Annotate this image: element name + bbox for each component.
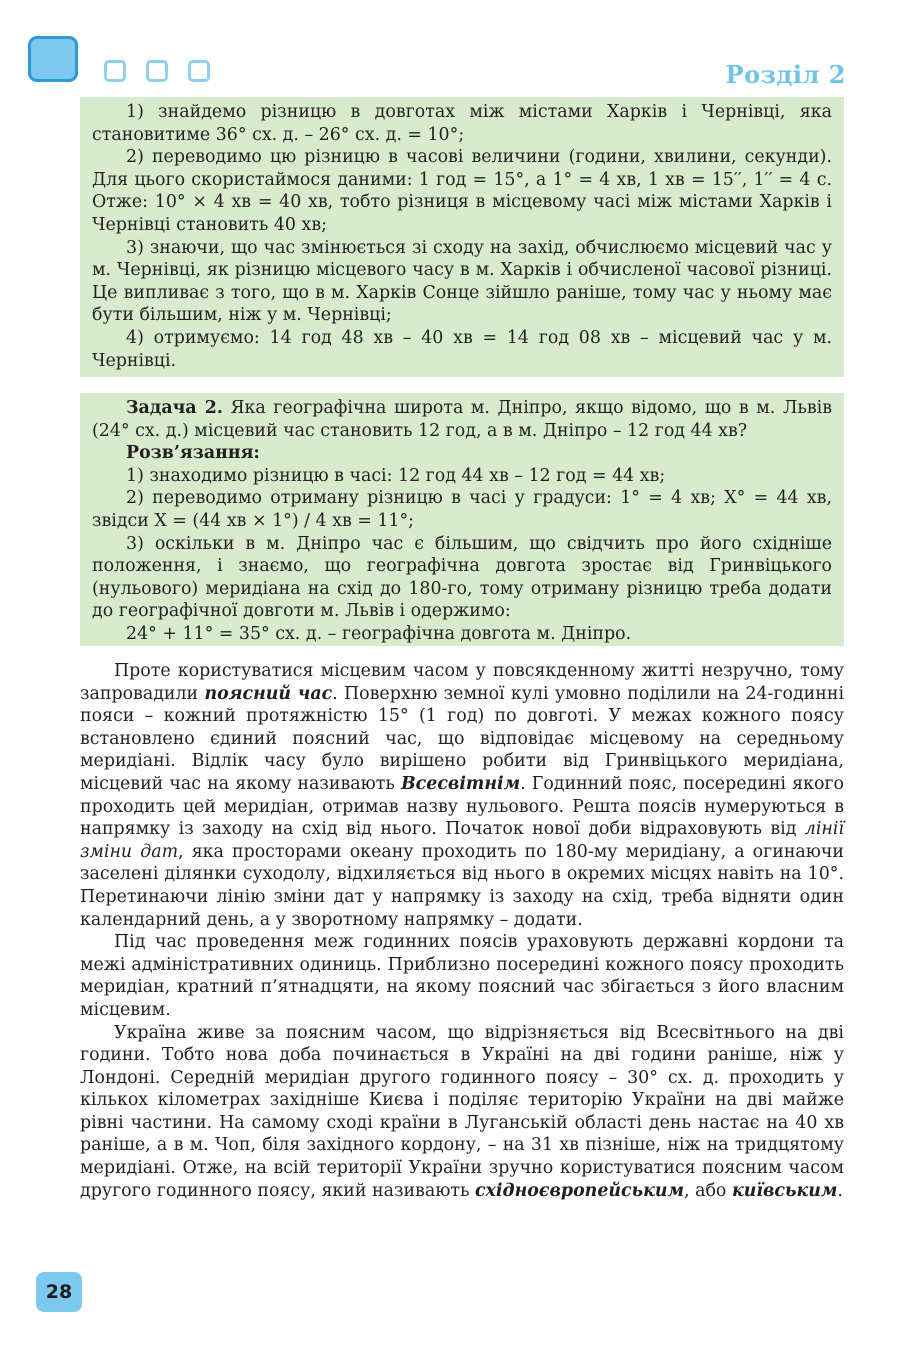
task-2-result: 24° + 11° = 35° сх. д. – географічна довгота м. Дніпро.	[126, 623, 632, 644]
task-2-statement	[92, 397, 832, 442]
term-date-line: лінії зміни дат	[80, 819, 844, 862]
task-2-box	[80, 393, 844, 646]
text-run: Проте користуватися місцевим часом у повсякденному житті незручно, тому запровадили	[80, 661, 844, 704]
chapter-marker-large-square	[28, 36, 78, 82]
text-run: . Поверхню земної кулі умовно поділили на 24-годинні пояси – кожний протяжністю 15° (1 год) по довготі. У межах кожного поясу встановлено єдиний поясний час, що відповідає місцевому на середньому меридіані. Відлік часу було вирішено робити від Гринвіцького меридіана, місцевий час на якому називають	[80, 683, 845, 794]
task-2-step-1: 1) знаходимо різницю в часі: 12 год 44 хв – 12 год = 44 хв;	[126, 465, 666, 486]
text-run: .	[837, 1180, 843, 1201]
solution-heading: Розв’язання:	[126, 443, 260, 464]
task-2-step-3: 3) оскільки в м. Дніпро час є більшим, що свідчить про його східніше положення, і знаємо, що географічна довгота зростає від Гринвіцького (нульового) меридіана на схід до 180-го, тому отриману різницю треба додати до географічної довготи м. Львів і одержимо:	[92, 533, 832, 622]
example-solution-box	[80, 97, 844, 377]
task-2-step-2: 2) переводимо отриману різницю в часі у градуси: 1° = 4 хв; X° = 44 хв, звідси X = (44 хв × 1°) / 4 хв = 11°;	[92, 488, 832, 531]
chapter-marker-small-square-2	[146, 60, 168, 82]
text-run: . Годинний пояс, посередині якого проходить цей меридіан, отримав назву нульового. Решта поясів нумеруються в напрямку із заходу на схід від нього. Початок нової доби відраховують від	[80, 773, 844, 840]
chapter-marker-small-square-1	[104, 60, 126, 82]
section-label: Розділ 2	[725, 60, 846, 89]
paragraph-ukraine-time	[80, 1022, 844, 1203]
chapter-marker-small-square-3	[188, 60, 210, 82]
page-number: 28	[36, 1272, 82, 1312]
solution-step-1: 1) знайдемо різницю в довготах між містами Харків і Чернівці, яка становитиме 36° сх. д. – 26° сх. д. = 10°;	[92, 102, 832, 145]
main-text	[80, 660, 844, 1202]
text-run: Україна живе за поясним часом, що відрізняється від Всесвітнього на дві години. Тобто нова доба починається в Україні на дві години раніше, ніж у Лондоні. Середній меридіан другого годинного поясу – 30° сх. д. проходить у кількох кілометрах західніше Києва і поділяє територію України на дві майже рівні частини. На самому сході країни в Луганській області день настає на 40 хв раніше, а в м. Чоп, біля західного кордону, – на 31 хв пізніше, ніж на тридцятому меридіані. Отже, на всій території України зручно користуватися поясним часом другого годинного поясу, який називають	[80, 1022, 844, 1201]
term-universal-time: Всесвітнім	[400, 773, 521, 794]
paragraph-standard-time	[80, 660, 844, 931]
solution-step-2: 2) переводимо цю різницю в часові величини (години, хвилини, секунди). Для цього скористаймося даними: 1 год = 15°, а 1° = 4 хв, 1 хв = 15′′, 1′′ = 4 с. Отже: 10° × 4 хв = 40 хв, тобто різниця в місцевому часі між містами Харків і Чернівці становить 40 хв;	[92, 147, 832, 235]
term-kyiv: київським	[731, 1180, 838, 1201]
term-eastern-european: східноєвропейським	[474, 1180, 685, 1201]
solution-step-4: 4) отримуємо: 14 год 48 хв – 40 хв = 14 год 08 хв – місцевий час у м. Чернівці.	[92, 327, 832, 371]
task-2-label: Задача 2.	[126, 398, 223, 418]
paragraph-zone-borders: Під час проведення меж годинних поясів ураховують державні кордони та межі адміністративних одиниць. Приблизно посередині кожного поясу проходить меридіан, кратний п’ятнадцяти, на якому поясний час збігається з його власним місцевим.	[80, 932, 844, 1020]
task-2-text: Яка географічна широта м. Дніпро, якщо відомо, що в м. Львів (24° сх. д.) місцевий час становить 12 год, а в м. Дніпро – 12 год 44 хв?	[92, 398, 832, 441]
text-run: , або	[684, 1180, 732, 1201]
solution-step-3: 3) знаючи, що час змінюється зі сходу на захід, обчислюємо місцевий час у м. Чернівці, як різницю місцевого часу в м. Харків і обчисленої часової різниці. Це випливає з того, що в м. Харків Сонце зійшло раніше, тому час у ньому має бути більшим, ніж у м. Чернівці;	[92, 237, 832, 326]
term-standard-time: поясний час	[204, 683, 333, 704]
text-run: , яка просторами океану проходить по 180-му меридіану, а огинаючи заселені ділянки суходолу, відхиляється від нього в окремих місцях навіть на 10°. Перетинаючи лінію зміни дат у напрямку із заходу на схід, треба відняти один календарний день, а у зворотному напрямку – додати.	[80, 841, 845, 930]
